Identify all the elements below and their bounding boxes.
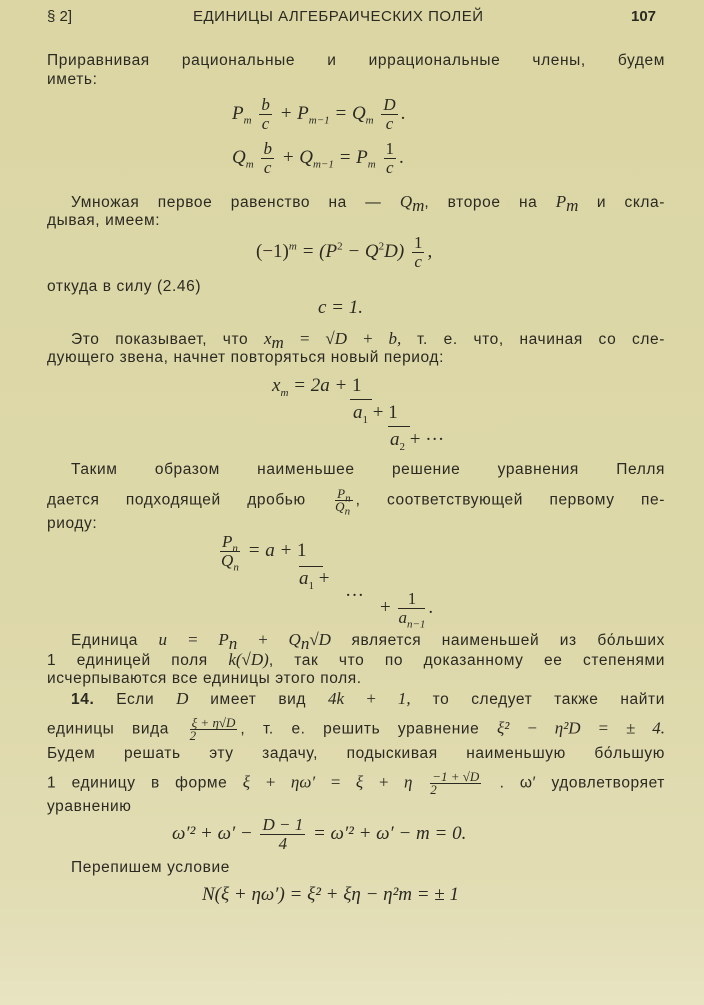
cf-last-term: + $\frac{1}{a_{n-1}}$ . — [380, 589, 434, 631]
cf-level-2: $a_1$ + — [299, 568, 330, 592]
fraction: $\frac{D - 1}{4}$ — [262, 815, 304, 853]
continued-fraction-2: $\frac{P_n}{Q_n}$ = a + 1 — [221, 532, 307, 574]
eq-term: P — [232, 102, 244, 124]
text-line: дается подходящей дробью $\frac{P_n}{Q_n}$ , соответствующей первому пе- — [47, 486, 665, 518]
equation-2 — [232, 140, 404, 177]
fraction: $\frac{1}{c}$ — [385, 139, 394, 177]
text-line: Это показывает, что $x_m = √D + b$, т. е. что, начиная со сле- — [71, 329, 665, 353]
text-line: Приравнивая рациональные и иррациональные члены, будем — [47, 52, 665, 69]
section-number: § 2] — [47, 8, 73, 25]
text-line: Умножая первое равенство на — $Q_m$, второе на $P_m$ и скла- — [71, 192, 666, 216]
fraction: $\frac{b}{c}$ — [263, 139, 272, 177]
text-line: иметь: — [47, 71, 98, 88]
fraction: $\frac{1}{c}$ — [413, 233, 423, 271]
running-title: ЕДИНИЦЫ АЛГЕБРАИЧЕСКИХ ПОЛЕЙ — [193, 8, 484, 25]
eq-term: . — [399, 146, 404, 168]
equation-4: c = 1. — [318, 297, 364, 318]
fraction: $\frac{P_n}{Q_n}$ — [221, 532, 239, 574]
text-line: Перепишем условие — [71, 859, 230, 876]
continued-fraction-1: $x_m = 2a + 1$ — [272, 375, 362, 399]
eq-term: = P — [333, 146, 368, 168]
fraction-bar — [388, 426, 410, 427]
eq-term: + Q — [281, 146, 313, 168]
eq-sub: m — [367, 158, 376, 171]
fraction: $\frac{1}{a_{n-1}}$ — [398, 589, 426, 631]
text-line: исчерпываются все единицы этого поля. — [47, 670, 362, 687]
text-line: Будем решать эту задачу, подыскивая наименьшую бо́льшую — [47, 745, 665, 762]
eq-sub: m−1 — [308, 114, 330, 127]
eq-term: Q — [232, 146, 246, 168]
text-line: дующего звена, начнет повторяться новый период: — [47, 349, 444, 366]
eq-sub: m — [243, 114, 252, 127]
eq-sub: m — [245, 158, 254, 171]
text-line: 1 единицу в форме ξ + ηω′ = ξ + η $\frac{-1 + √D}{2}$ . ω′ удовлетворяет — [47, 769, 666, 797]
fraction: $\frac{\xi + \eta√D}{2}$ — [189, 715, 236, 743]
cf-level-2: $a_1 + 1$ — [353, 402, 398, 426]
fraction-bar — [299, 566, 323, 567]
text-line: 14. Если D имеет вид 4k + 1, то следует также найти — [71, 689, 665, 708]
text-line: уравнению — [47, 798, 132, 815]
eq-term: + P — [279, 102, 309, 124]
eq-term: = Q — [329, 102, 366, 124]
equation-3: $(-1)^m = (P^2 - Q^2D)$ $\frac{1}{c}$ , — [256, 233, 433, 271]
text-line: риоду: — [47, 515, 98, 532]
equation-5: ω′² + ω′ − $\frac{D - 1}{4}$ = ω′² + ω′ − m = 0. — [172, 815, 467, 853]
text-line: единицы вида $\frac{\xi + \eta√D}{2}$ , т. е. решить уравнение ξ² − η²D = ± 4. — [47, 715, 665, 743]
text-line: 1 единицей поля k(√D), так что по доказанному ее степенями — [47, 650, 665, 669]
eq-term: . — [400, 102, 406, 124]
page-number: 107 — [631, 8, 657, 25]
fraction: $\frac{P_n}{Q_n}$ — [335, 486, 351, 518]
eq-sub: m−1 — [312, 158, 334, 171]
eq-sub: m — [365, 114, 374, 127]
equation-6: N(ξ + ηω′) = ξ² + ξη − η²m = ± 1 — [202, 884, 459, 905]
fraction-bar — [350, 399, 372, 400]
equation-1 — [232, 96, 405, 133]
text-line: откуда в силу (2.46) — [47, 278, 202, 295]
fraction: $\frac{D}{c}$ — [383, 95, 396, 133]
text-line: дывая, имеем: — [47, 212, 161, 229]
text-line: Таким образом наименьшее решение уравнения Пелля — [71, 461, 665, 478]
fraction: $\frac{b}{c}$ — [261, 95, 270, 133]
fraction: $\frac{-1 + √D}{2}$ — [430, 769, 480, 797]
text-line: Единица $u = P_n + Q_n√D$ является наименьшей из бо́льших — [71, 630, 666, 654]
cf-dots: ··· — [345, 585, 364, 606]
cf-level-3: $a_2$ + ··· — [390, 429, 445, 453]
